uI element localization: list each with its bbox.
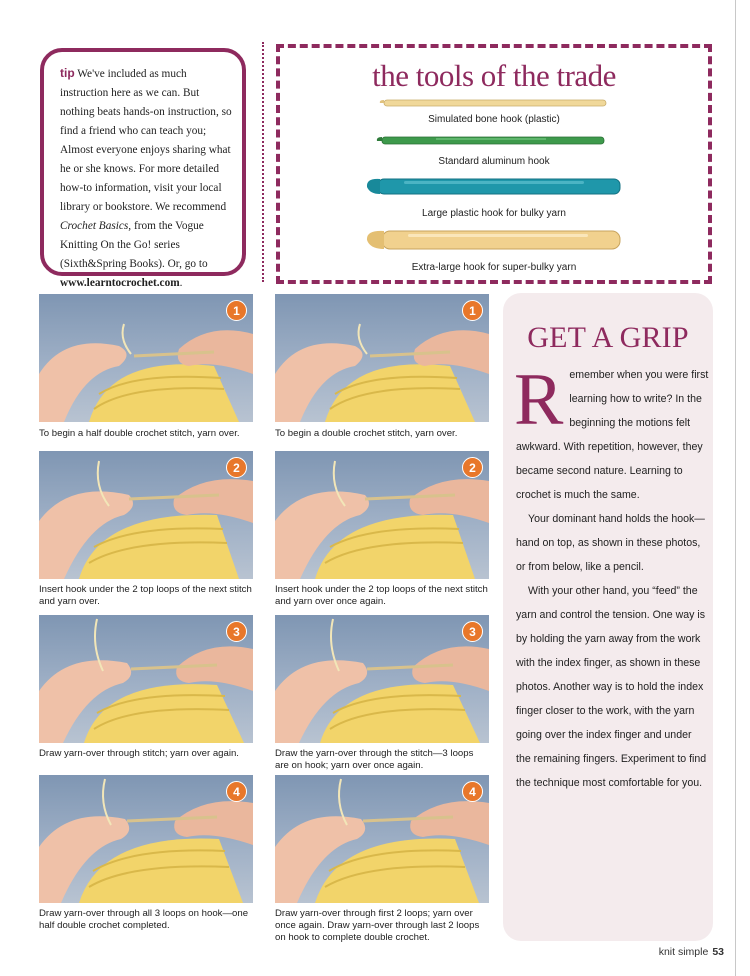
page-folio [659, 946, 724, 958]
page-edge [735, 0, 736, 976]
dc-step-4-photo [275, 775, 489, 903]
hook-caption-plastic: Large plastic hook for bulky yarn [422, 208, 566, 219]
tip-text-2: from the Vogue Knitting On the Go! series (Sixth&Spring Books). Or, go to [60, 220, 208, 270]
divider-dotted [262, 42, 264, 282]
hdc-step-3-photo [39, 615, 253, 743]
dc-step-4-caption: Draw yarn-over through first 2 loops; yarn over once again. Draw yarn-over through last 2 loops on hook to complete double crochet. [275, 908, 480, 943]
grip-paragraph-3: With your other hand, you “feed” the yarn and control the tension. One way is by holding the yarn away from the work with the index finger, as shown in these photos. Another way is to hold the index finger closer to the work, with the yarn going over the index finger and under the remaining fingers. Experiment to find the technique most comfortable for you. [516, 585, 707, 789]
tip-url-link[interactable]: www.learntocrochet.com [60, 277, 180, 289]
bone-hook-image [378, 97, 610, 109]
dc-step-3-caption: Draw the yarn-over through the stitch—3 loops are on hook; yarn over once again. [275, 748, 474, 771]
hdc-step-2-photo [39, 451, 253, 579]
grip-paragraph-2: Your dominant hand holds the hook—hand on top, as shown in these photos, or from below, like a pencil. [516, 513, 705, 573]
hdc-step-4-caption: Draw yarn-over through all 3 loops on hook—one half double crochet completed. [39, 908, 249, 931]
hdc-step-1-caption: To begin a half double crochet stitch, yarn over. [39, 428, 240, 439]
hook-caption-extra-large: Extra-large hook for super-bulky yarn [411, 262, 577, 273]
hdc-step-2-caption: Insert hook under the 2 top loops of the next stitch and yarn over. [39, 584, 252, 607]
grip-body [514, 359, 709, 795]
hands-crochet-illustration [275, 779, 489, 903]
hands-crochet-illustration [39, 619, 253, 743]
plastic-hook-image [364, 174, 624, 200]
drop-cap: R [514, 359, 564, 441]
dc-step-2-caption: Insert hook under the 2 top loops of the next stitch and yarn over once again. [275, 584, 488, 607]
step-number-badge: 2 [462, 457, 483, 478]
step-number-badge: 2 [226, 457, 247, 478]
grip-paragraph-1: emember when you were first learning how to write? In the beginning the motions felt awkward. With repetition, however, they became second nature. Learning to crochet is much the same. [516, 369, 709, 501]
aluminum-hook-image [376, 134, 608, 148]
grip-title: GET A GRIP [527, 321, 689, 354]
step-number-badge: 3 [226, 621, 247, 642]
tools-box [276, 44, 712, 284]
tip-book-title: Crochet Basics, [60, 220, 132, 232]
step-number-badge: 4 [462, 781, 483, 802]
hdc-step-3-caption: Draw yarn-over through stitch; yarn over again. [39, 748, 239, 759]
tip-end: . [179, 277, 183, 289]
hands-crochet-illustration [39, 779, 253, 903]
hands-crochet-illustration [39, 324, 253, 422]
hands-crochet-illustration [275, 461, 489, 579]
step-number-badge: 4 [226, 781, 247, 802]
dc-step-1-caption: To begin a double crochet stitch, yarn over. [275, 428, 458, 439]
magazine-name: knit simple [658, 946, 709, 958]
hdc-step-1-photo [39, 294, 253, 422]
step-number-badge: 1 [226, 300, 247, 321]
extra-large-hook-image [364, 225, 624, 255]
tip-text: We've included as much instruction here as we can. But nothing beats hands-on instruction, so find a friend who can teach you; Almost everyone enjoys sharing what he or she knows. For more detailed how-to information, visit your local library or bookstore. We recommend [60, 68, 232, 213]
hands-crochet-illustration [39, 461, 253, 579]
page-number: 53 [712, 946, 724, 958]
tip-box [40, 48, 246, 289]
hands-crochet-illustration [275, 619, 489, 743]
dc-step-1-photo [275, 294, 489, 422]
step-number-badge: 1 [462, 300, 483, 321]
hands-crochet-illustration [275, 324, 489, 422]
hdc-step-4-photo [39, 775, 253, 903]
tools-title: the tools of the trade [372, 58, 616, 93]
tip-label: tip [60, 66, 75, 80]
hook-caption-bone: Simulated bone hook (plastic) [428, 114, 560, 125]
hook-caption-aluminum: Standard aluminum hook [438, 156, 550, 167]
get-a-grip-sidebar [503, 293, 713, 941]
dc-step-2-photo [275, 451, 489, 579]
step-number-badge: 3 [462, 621, 483, 642]
dc-step-3-photo [275, 615, 489, 743]
